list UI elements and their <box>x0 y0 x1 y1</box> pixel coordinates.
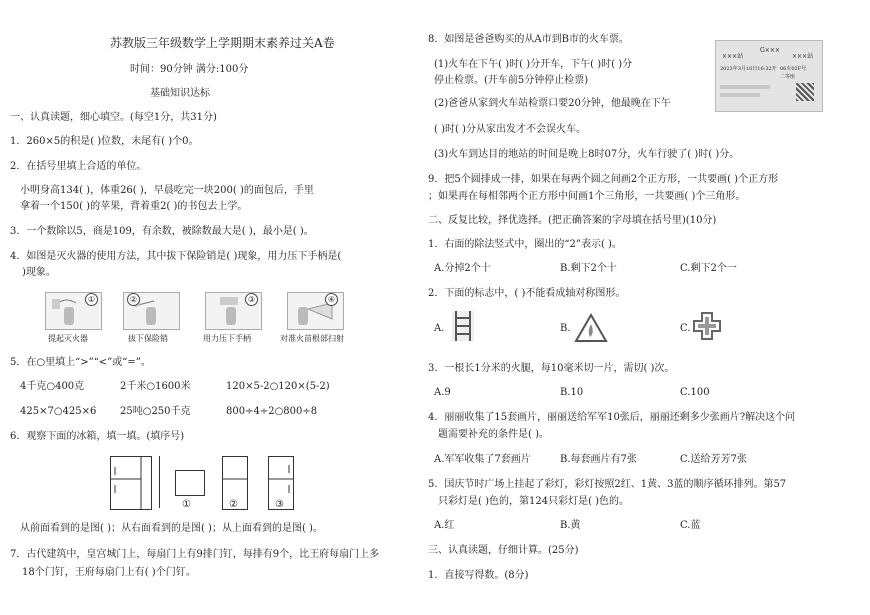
q5-item-6: 800÷4÷2○800÷8 <box>226 406 318 417</box>
step-2-caption: 拔下保险销 <box>128 334 168 343</box>
step-1-caption: 提起灭火器 <box>48 334 88 343</box>
s2-q2-option-b: B. <box>560 323 571 334</box>
question-7-line-2: 18个门钉，王府每扇门上有( )个门钉。 <box>22 567 196 578</box>
step-4-caption: 对准火苗根部扫射 <box>280 334 344 343</box>
s2-q4-option-b: B.每套画片有7张 <box>560 454 637 465</box>
section-2-question-4-line-2: 题需要补充的条件是( )。 <box>438 429 549 440</box>
s2-q2-option-c: C. <box>680 323 691 334</box>
q5-item-2: 2千米○1600米 <box>120 381 191 392</box>
train-ticket-image <box>715 40 823 112</box>
question-2-line-2: 拿着一个150( )的苹果，背着重2( )的书包去上学。 <box>20 201 248 212</box>
exam-meta: 时间：90分钟 满分:100分 <box>130 64 249 75</box>
question-9-line-2: ；如果再在每相邻两个正方形中间画1个三角形，一共要画( )个三角形。 <box>428 191 746 202</box>
fridge-label-1: ① <box>182 499 191 510</box>
ticket-type: 二等座 <box>780 74 796 80</box>
q5-item-4: 425×7○425×6 <box>20 406 97 417</box>
ticket-text-bar <box>720 85 770 89</box>
fridge-label-3: ③ <box>275 499 284 510</box>
cross-sign-icon <box>692 311 722 341</box>
q5-item-1: 4千克○400克 <box>20 381 85 392</box>
fridge-3d-image <box>110 456 152 510</box>
question-6: 6．观察下面的冰箱，填一填。(填序号) <box>10 431 185 442</box>
ticket-seat: 06车02F号 <box>780 66 807 72</box>
s2-q3-option-a: A.9 <box>434 387 451 398</box>
section-2-heading: 二、反复比较，择优选择。(把正确答案的字母填在括号里)(10分) <box>428 215 717 226</box>
s2-q4-option-c: C.送给芳芳7张 <box>680 454 747 465</box>
step-4-number: ④ <box>325 293 338 306</box>
ticket-text-bar <box>720 93 760 97</box>
section-subtitle: 基础知识达标 <box>150 88 210 99</box>
fridge-view-1 <box>175 470 205 496</box>
s2-q5-option-b: B.黄 <box>560 520 581 531</box>
question-6-answer: 从前面看到的是图( )；从右面看到的是图( )；从上面看到的是图( )。 <box>20 523 323 534</box>
s2-q1-option-a: A.分掉2个十 <box>434 263 491 274</box>
ticket-train: G××× <box>760 47 780 54</box>
s2-q1-option-b: B.剩下2个十 <box>560 263 617 274</box>
s2-q4-option-a: A.军军收集了7套画片 <box>434 454 531 465</box>
question-3: 3．一个数除以5，商是109，有余数，被除数最大是( )，最小是( )。 <box>10 226 314 237</box>
page-title: 苏教版三年级数学上学期期末素养过关A卷 <box>110 36 335 50</box>
question-7-line-1: 7．古代建筑中，皇宫城门上，每扇门上有9排门钉，每排有9个，比王府每扇门上多 <box>10 549 380 560</box>
section-3-heading: 三、认真读题，仔细计算。(25分) <box>428 545 579 556</box>
question-2: 2．在括号里填上合适的单位。 <box>10 161 147 172</box>
s2-q5-option-c: C.蓝 <box>680 520 701 531</box>
question-2-line-1: 小明身高134( )，体重26( )，早晨吃完一块200( )的面包后，手里 <box>20 185 314 196</box>
section-2-question-3: 3．一根长1分米的火腿，每10毫米切一片，需切( )次。 <box>428 363 675 374</box>
question-8-line-2: (1)火车在下午( )时( )分开车，下午( )时( )分 <box>434 59 633 70</box>
question-8-line-1: 8．如图是爸爸购买的从A市到B市的火车票。 <box>428 34 629 45</box>
question-8-line-6: (3)火车到达目的地站的时间是晚上8时07分，火车行驶了( )时( )分。 <box>434 149 740 160</box>
section-2-question-2: 2．下面的标志中，( )不能看成轴对称图形。 <box>428 288 626 299</box>
question-1: 1．260×5的积是( )位数，末尾有( )个0。 <box>10 136 199 147</box>
step-3-caption: 用力压下手柄 <box>203 334 251 343</box>
ticket-to: ×××站 <box>792 53 814 60</box>
section-2-question-4-line-1: 4．丽丽收集了15套画片，丽丽送给军军10张后，丽丽还剩多少张画片?解决这个问 <box>428 412 796 423</box>
s2-q3-option-c: C.100 <box>680 387 710 398</box>
q5-item-5: 25吨○250千克 <box>120 406 191 417</box>
ticket-from: ×××站 <box>722 53 744 60</box>
ladder-sign-icon <box>452 311 474 341</box>
qr-code-icon <box>796 83 814 101</box>
s2-q5-option-a: A.红 <box>434 520 455 531</box>
ticket-date: 2023年3月16日16:32开 <box>720 66 777 72</box>
section-1-heading: 一、认真读题，细心填空。(每空1分，共31分) <box>10 112 217 123</box>
question-8-line-4: (2)爸爸从家到火车站检票口要20分钟，他最晚在下午 <box>434 98 671 109</box>
section-2-question-5-line-2: 只彩灯是( )色的，第124只彩灯是( )色的。 <box>438 496 630 507</box>
section-2-question-1: 1．右面的除法竖式中，圈出的“2”表示( )。 <box>428 239 622 250</box>
q5-item-3: 120×5-2○120×(5-2) <box>226 381 330 392</box>
s2-q1-option-c: C.剩下2个一 <box>680 263 737 274</box>
step-1-number: ① <box>85 293 98 306</box>
s2-q3-option-b: B.10 <box>560 387 584 398</box>
question-4-line-1: 4．如图是灭火器的使用方法，其中拔下保险销是( )现象，用力压下手柄是( <box>10 251 342 262</box>
step-2-number: ② <box>127 293 140 306</box>
section-3-question-1: 1．直接写得数。(8分) <box>428 570 529 581</box>
fridge-divider <box>159 456 160 508</box>
question-8-line-5: ( )时( )分从家出发才不会误火车。 <box>434 124 586 135</box>
question-8-line-3: 停止检票。(开车前5分钟停止检票) <box>434 75 589 86</box>
question-5: 5．在○里填上“>”“<”或“=”。 <box>10 357 151 368</box>
question-4-line-2: )现象。 <box>22 267 56 278</box>
question-9-line-1: 9．把5个圆排成一排，如果在每两个圆之间画2个正方形，一共要画( )个正方形 <box>428 174 779 185</box>
fire-warning-sign-icon <box>574 313 608 343</box>
section-2-question-5-line-1: 5．国庆节时广场上挂起了彩灯，彩灯按照2红、1黄、3蓝的顺序循环排列。第57 <box>428 479 787 490</box>
step-3-number: ③ <box>245 293 258 306</box>
fridge-label-2: ② <box>229 499 238 510</box>
s2-q2-option-a: A. <box>434 323 445 334</box>
